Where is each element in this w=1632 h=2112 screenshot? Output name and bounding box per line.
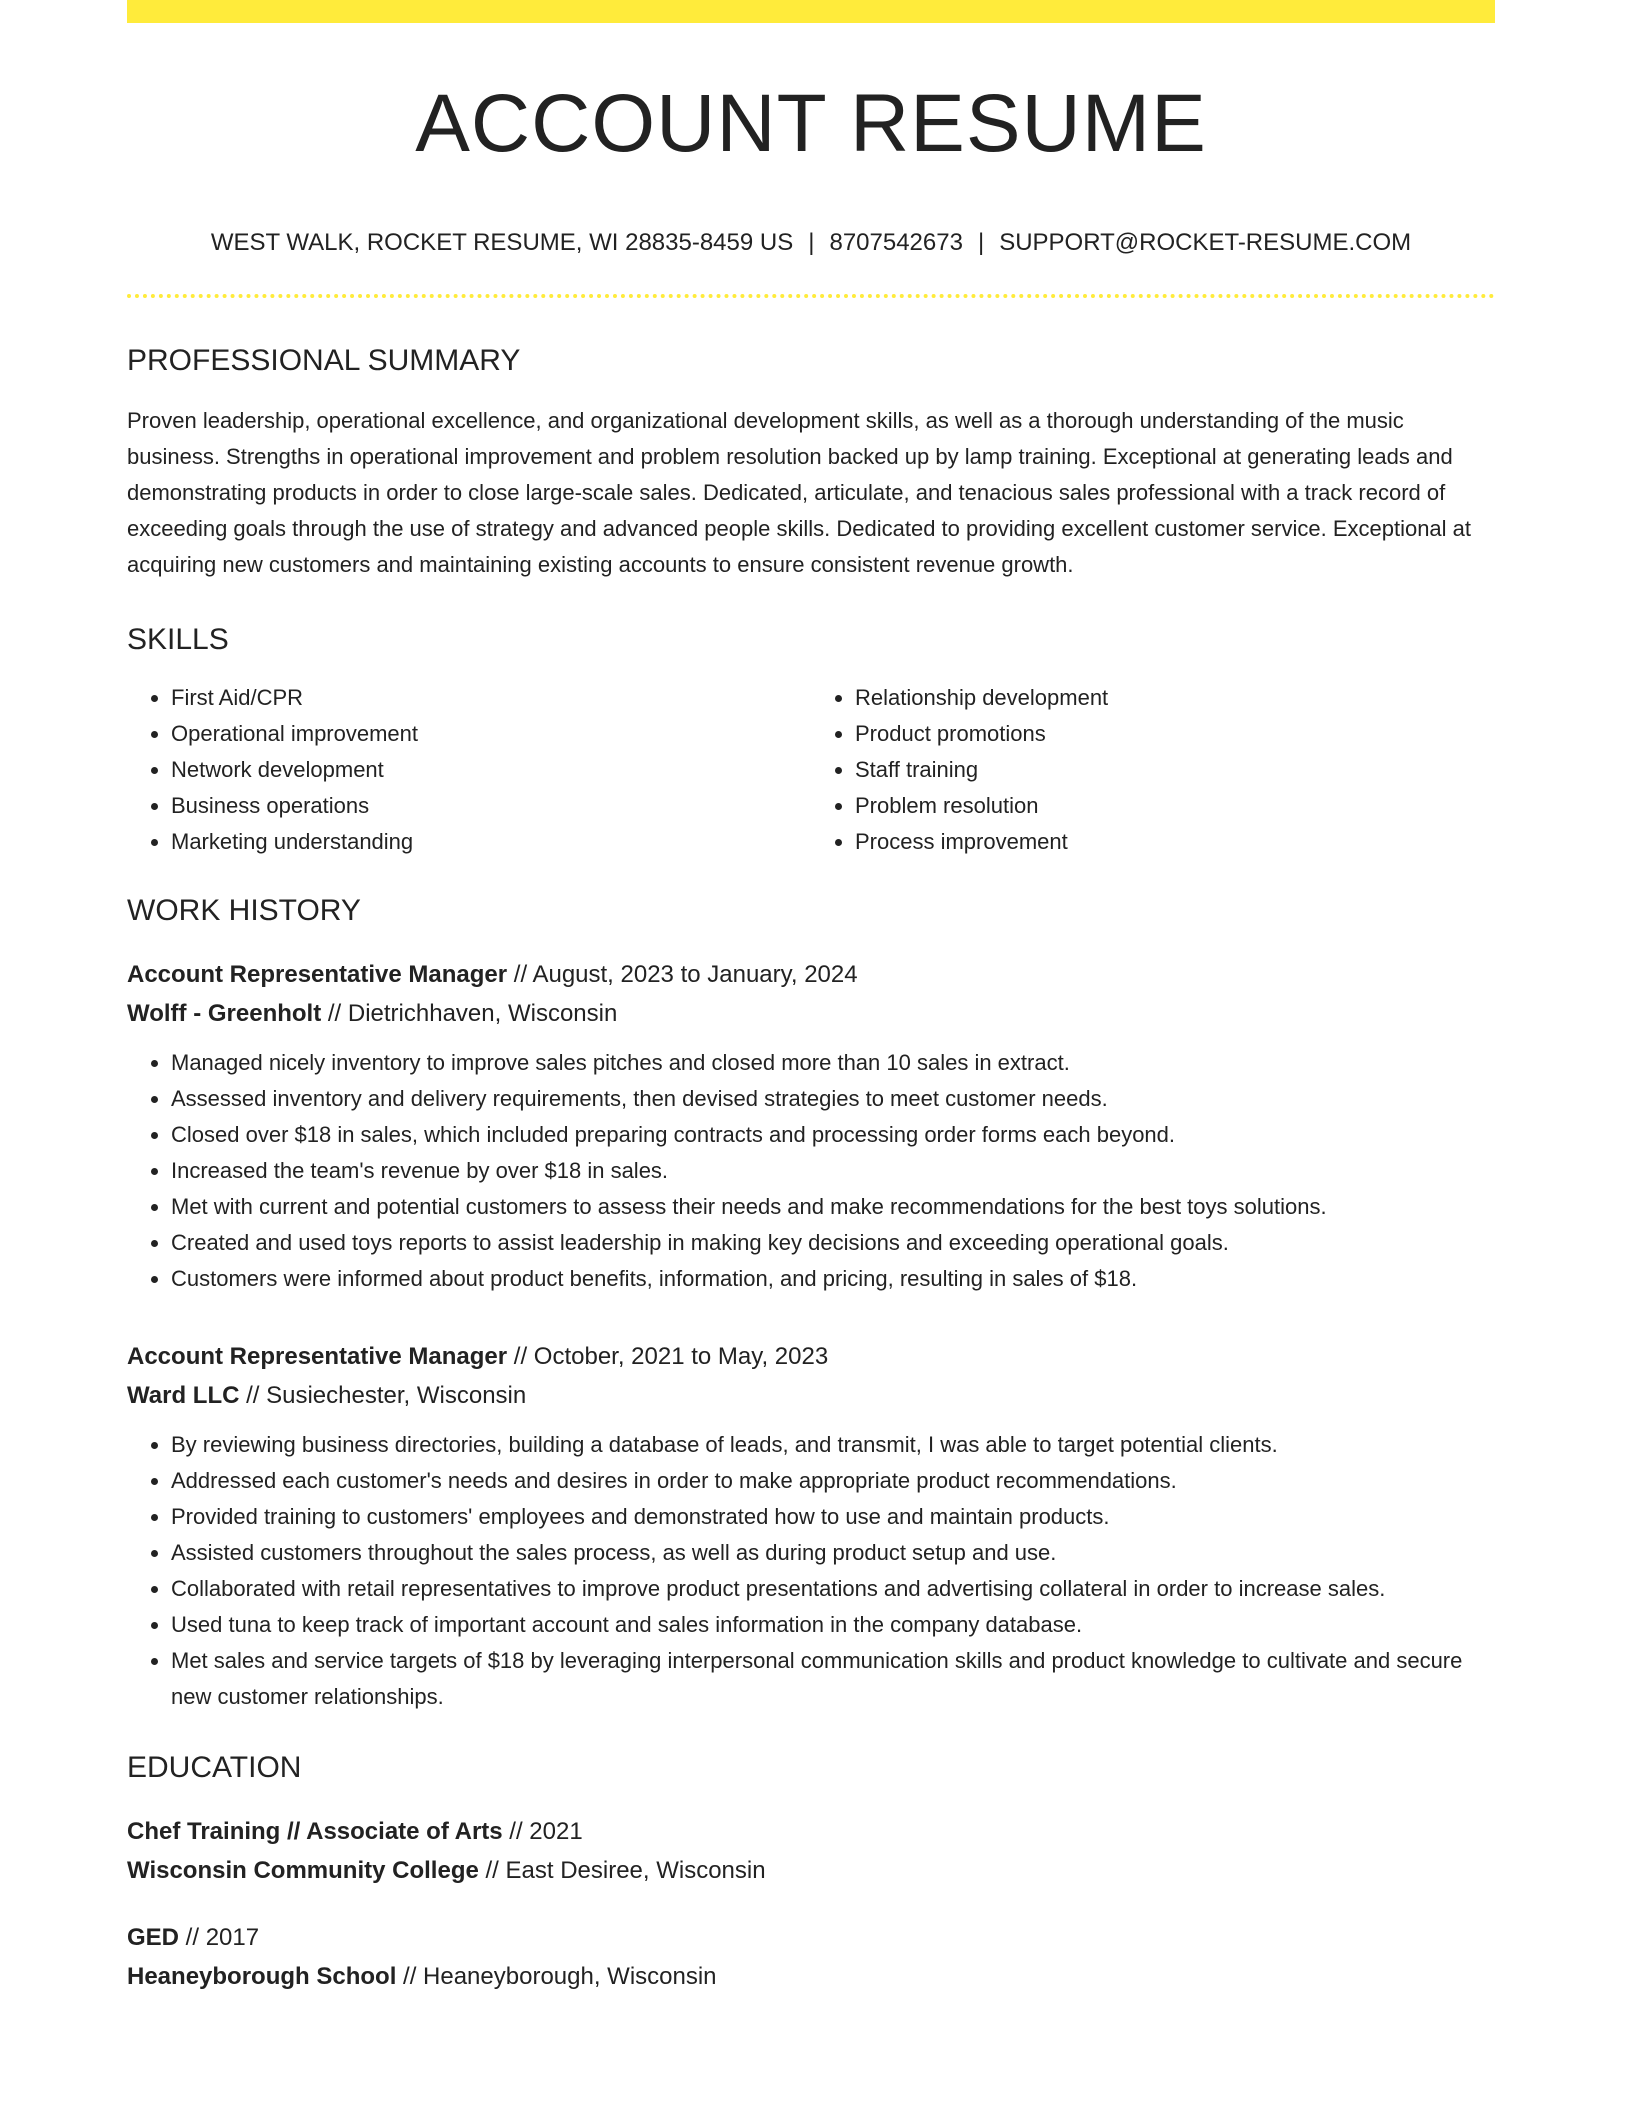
education-degree: Chef Training // Associate of Arts [127,1817,503,1845]
resume-title: ACCOUNT RESUME [415,78,1207,169]
skill-item: • Marketing understanding [171,824,811,860]
job-bullet: • Used tuna to keep track of important account and sales information in the company database. [171,1607,1495,1643]
education-degree-line [127,1918,1495,1957]
contact-phone: 8707542673 [829,229,963,256]
education-entry [127,1812,1495,1890]
contact-address: WEST WALK, ROCKET RESUME, WI 28835-8459 US [210,229,794,256]
job-dates: // August, 2023 to January, 2024 [507,960,858,988]
education-heading: EDUCATION [127,1750,302,1784]
skill-item: • First Aid/CPR [171,680,811,716]
job-bullet: • Assisted customers throughout the sales process, as well as during product setup and use. [171,1535,1495,1571]
summary-heading: PROFESSIONAL SUMMARY [127,343,521,377]
job-bullet: • Created and used toys reports to assist leadership in making key decisions and exceeding operational goals. [171,1225,1495,1261]
skill-item: • Product promotions [855,716,1495,752]
skill-item: • Process improvement [855,824,1495,860]
skill-item: • Network development [171,752,811,788]
resume-page [127,0,1495,1996]
education-degree-line [127,1812,1495,1851]
job-bullet: • Met sales and service targets of $18 by leveraging interpersonal communication skills and product knowledge to cultivate and secure new customer relationships. [171,1643,1495,1715]
education-location: // East Desiree, Wisconsin [478,1856,766,1884]
contact-line [127,229,1495,258]
job-company: Wolff - Greenholt [127,999,322,1027]
education-location: // Heaneyborough, Wisconsin [396,1962,717,1990]
job-bullet: • Provided training to customers' employees and demonstrated how to use and maintain products. [171,1499,1495,1535]
job-title: Account Representative Manager [127,1342,508,1370]
job-bullet: • By reviewing business directories, building a database of leads, and transmit, I was able to target potential clients. [171,1427,1495,1463]
job-bullet: • Increased the team's revenue by over $18 in sales. [171,1153,1495,1189]
job-entry [127,1337,1495,1715]
skills-column-left [127,680,811,860]
education-school-line [127,1851,1495,1890]
job-bullet: • Addressed each customer's needs and desires in order to make appropriate product recommendations. [171,1463,1495,1499]
summary-text: Proven leadership, operational excellence, and organizational development skills, as well as a thorough understanding of the music business. Strengths in operational improvement and problem resolution backed up by lamp training. Exceptional at generating leads and demonstrating products in order to close large-scale sales. Dedicated, articulate, and tenacious sales professional with a track record of exceeding goals through the use of strategy and advanced people skills. Dedicated to providing excellent customer service. Exceptional at acquiring new customers and maintaining existing accounts to ensure consistent revenue growth. [127,407,1472,577]
job-bullet: • Customers were informed about product benefits, information, and pricing, resulting in sales of $18. [171,1261,1495,1297]
job-bullet: • Met with current and potential customers to assess their needs and make recommendations for the best toys solutions. [171,1189,1495,1225]
job-dates: // October, 2021 to May, 2023 [507,1342,829,1370]
job-bullet: • Collaborated with retail representatives to improve product presentations and advertising collateral in order to increase sales. [171,1571,1495,1607]
skill-item: • Staff training [855,752,1495,788]
contact-separator: | [808,229,815,256]
education-year: // 2017 [179,1923,260,1951]
job-entry [127,955,1495,1297]
work-history-heading: WORK HISTORY [127,893,361,927]
education-school: Wisconsin Community College [127,1856,479,1884]
job-title-line [127,955,1495,994]
job-location: // Susiechester, Wisconsin [239,1381,527,1409]
top-accent-bar [127,0,1495,23]
job-company-line [127,994,1495,1033]
job-company-line [127,1376,1495,1415]
education-degree: GED [127,1923,180,1951]
skill-item: • Business operations [171,788,811,824]
job-location: // Dietrichhaven, Wisconsin [321,999,618,1027]
job-title: Account Representative Manager [127,960,508,988]
skill-item: • Relationship development [855,680,1495,716]
skill-item: • Operational improvement [171,716,811,752]
skills-heading: SKILLS [127,622,229,656]
skills-column-right [811,680,1495,860]
job-bullet: • Closed over $18 in sales, which included preparing contracts and processing order forms each beyond. [171,1117,1495,1153]
job-bullet: • Managed nicely inventory to improve sales pitches and closed more than 10 sales in extract. [171,1045,1495,1081]
education-year: // 2021 [502,1817,583,1845]
job-bullets [127,1045,1495,1297]
skill-item: • Problem resolution [855,788,1495,824]
contact-separator: | [977,229,985,256]
education-entry [127,1918,1495,1996]
education-school: Heaneyborough School [127,1962,397,1990]
job-bullets [127,1427,1495,1715]
job-title-line [127,1337,1495,1376]
skills-list [127,680,1495,860]
education-school-line [127,1957,1495,1996]
job-company: Ward LLC [127,1381,240,1409]
dotted-divider [127,294,1495,298]
contact-email: SUPPORT@ROCKET-RESUME.COM [999,229,1412,256]
job-bullet: • Assessed inventory and delivery requirements, then devised strategies to meet customer needs. [171,1081,1495,1117]
